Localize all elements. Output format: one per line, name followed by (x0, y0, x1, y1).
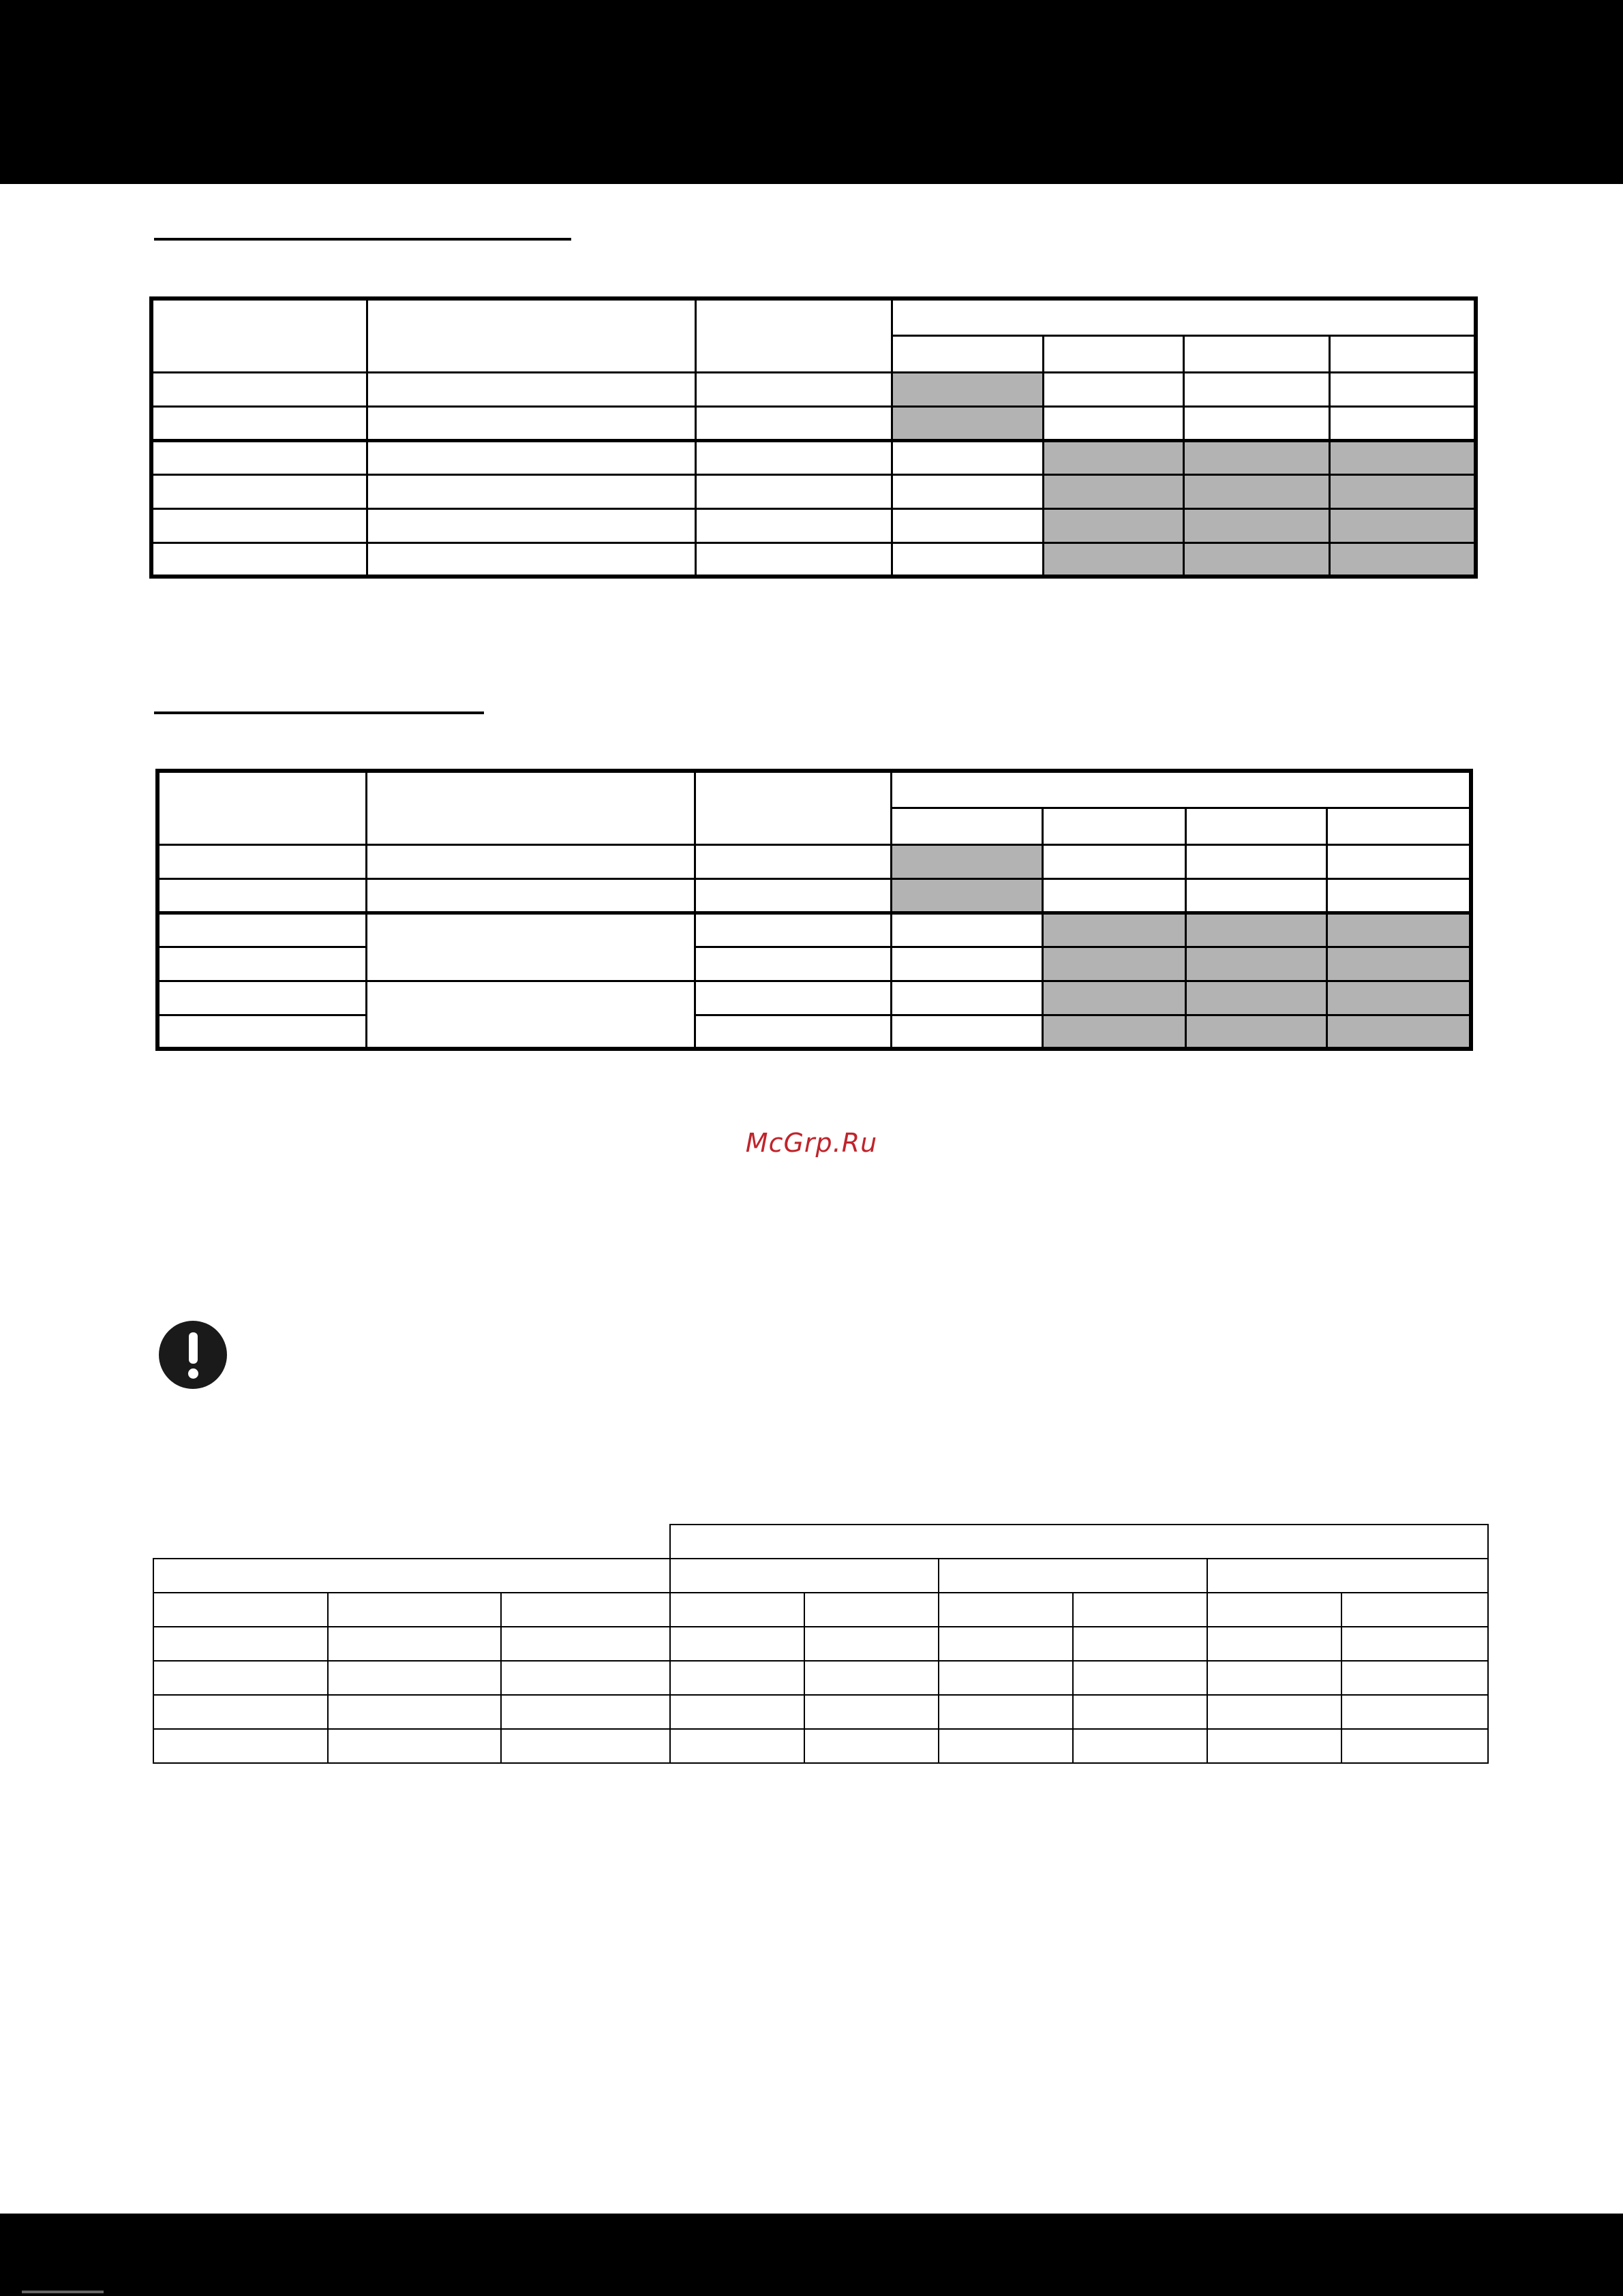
table-1-subheader-cell (1043, 335, 1183, 372)
table-cell (157, 844, 366, 878)
table-cell (157, 913, 366, 947)
table-cell (151, 440, 367, 474)
table-cell (892, 474, 1043, 508)
table-cell (157, 947, 366, 981)
table-3-top-header-row (153, 1525, 1488, 1559)
table-3-subheader-cell (939, 1559, 1207, 1593)
table-3-subheader-cell (153, 1559, 670, 1593)
table-row (151, 508, 1476, 542)
table-1-subheader-cell (892, 335, 1043, 372)
table-2-subheader-cell (1326, 808, 1471, 844)
table-3 (153, 1524, 1489, 1764)
table-1-header-row (151, 299, 1476, 335)
table-cell (151, 406, 367, 440)
table-2-subheader-cell (1042, 808, 1185, 844)
merged-cell (366, 913, 695, 981)
table-cell (366, 878, 695, 913)
table-cell (1341, 1695, 1488, 1729)
table-cell (501, 1729, 670, 1763)
table-cell (695, 981, 891, 1015)
table-cell (1073, 1729, 1207, 1763)
exclamation-circle-icon (159, 1321, 227, 1389)
shaded-cell (1329, 542, 1476, 577)
table-cell (1073, 1627, 1207, 1661)
table-cell (501, 1593, 670, 1627)
table-cell (328, 1593, 501, 1627)
table-cell (804, 1661, 939, 1695)
table-cell (153, 1729, 328, 1763)
table-cell (151, 474, 367, 508)
table-cell (804, 1729, 939, 1763)
shaded-cell (1329, 508, 1476, 542)
table-row (151, 542, 1476, 577)
exclamation-bar (189, 1332, 198, 1364)
section-2-title-underline (154, 711, 484, 714)
table-cell (891, 981, 1042, 1015)
table-cell (695, 878, 891, 913)
table-row (157, 844, 1471, 878)
table-cell (804, 1695, 939, 1729)
table-cell (1326, 878, 1471, 913)
shaded-cell (1185, 981, 1326, 1015)
shaded-cell (1043, 508, 1183, 542)
table-cell (892, 440, 1043, 474)
shaded-cell (1185, 947, 1326, 981)
table-cell (151, 542, 367, 577)
table-cell (1326, 844, 1471, 878)
table-cell (891, 913, 1042, 947)
table-cell (1207, 1593, 1341, 1627)
table-3-subheader-cell (1207, 1559, 1488, 1593)
table-1-subheader-cell (1329, 335, 1476, 372)
table-2-header-row (157, 771, 1471, 808)
table-cell (695, 844, 891, 878)
table-cell (804, 1627, 939, 1661)
table-row (153, 1661, 1488, 1695)
table-row (151, 474, 1476, 508)
table-cell (1207, 1661, 1341, 1695)
table-row (153, 1729, 1488, 1763)
table-row (151, 406, 1476, 440)
watermark: McGrp.Ru (745, 1128, 878, 1158)
table-cell (1341, 1627, 1488, 1661)
table-2-group-header-cell (891, 771, 1471, 808)
table-cell (367, 372, 695, 406)
table-2-subheader-cell (891, 808, 1042, 844)
table-row (153, 1627, 1488, 1661)
table-cell (670, 1729, 804, 1763)
shaded-cell (1042, 947, 1185, 981)
table-cell (153, 1661, 328, 1695)
footer-mark (22, 2291, 104, 2293)
table-cell (153, 1593, 328, 1627)
section-1-title-underline (154, 238, 571, 241)
table-cell (939, 1661, 1073, 1695)
exclamation-dot (188, 1368, 198, 1379)
table-cell (153, 1695, 328, 1729)
table-row (157, 1015, 1471, 1049)
table-row (151, 372, 1476, 406)
table-cell (157, 878, 366, 913)
top-black-bar (0, 0, 1623, 184)
shaded-cell (1326, 1015, 1471, 1049)
table-row (157, 981, 1471, 1015)
table-cell (695, 542, 892, 577)
bottom-black-bar (0, 2214, 1623, 2296)
table-cell (367, 508, 695, 542)
table-1-header-cell (695, 299, 892, 372)
table-cell (1043, 406, 1183, 440)
table-cell (695, 1015, 891, 1049)
table-cell (1042, 878, 1185, 913)
shaded-cell (1326, 947, 1471, 981)
table-cell (939, 1729, 1073, 1763)
table-3-subheader-row (153, 1559, 1488, 1593)
table-3-group-header-cell (670, 1525, 1488, 1559)
table-cell (1341, 1593, 1488, 1627)
table-cell (328, 1627, 501, 1661)
shaded-cell (1183, 440, 1329, 474)
table-cell (367, 406, 695, 440)
table-cell (695, 474, 892, 508)
table-cell (939, 1695, 1073, 1729)
table-cell (1073, 1593, 1207, 1627)
table-cell (328, 1695, 501, 1729)
table-cell (153, 1627, 328, 1661)
shaded-cell (1042, 913, 1185, 947)
shaded-cell (1042, 981, 1185, 1015)
table-cell (939, 1593, 1073, 1627)
table-cell (328, 1729, 501, 1763)
table-row (157, 947, 1471, 981)
shaded-cell (891, 844, 1042, 878)
table-2 (155, 769, 1473, 1051)
table-cell (670, 1627, 804, 1661)
table-3-blank-corner (153, 1525, 670, 1559)
shaded-cell (1183, 474, 1329, 508)
table-3-subheader-cell (670, 1559, 939, 1593)
table-cell (151, 508, 367, 542)
table-cell (892, 542, 1043, 577)
shaded-cell (1043, 474, 1183, 508)
table-cell (1207, 1729, 1341, 1763)
table-cell (695, 508, 892, 542)
table-cell (151, 372, 367, 406)
table-cell (501, 1695, 670, 1729)
table-cell (670, 1661, 804, 1695)
table-cell (366, 844, 695, 878)
table-cell (1183, 372, 1329, 406)
shaded-cell (1183, 542, 1329, 577)
table-1-subheader-cell (1183, 335, 1329, 372)
table-cell (367, 440, 695, 474)
table-cell (670, 1593, 804, 1627)
table-row (157, 878, 1471, 913)
table-cell (891, 1015, 1042, 1049)
table-cell (695, 372, 892, 406)
table-cell (695, 440, 892, 474)
table-cell (328, 1661, 501, 1695)
shaded-cell (1042, 1015, 1185, 1049)
table-row (153, 1593, 1488, 1627)
table-cell (1185, 844, 1326, 878)
table-2-header-cell (695, 771, 891, 844)
table-cell (501, 1627, 670, 1661)
table-2-subheader-cell (1185, 808, 1326, 844)
table-cell (367, 542, 695, 577)
table-1-header-cell (151, 299, 367, 372)
table-cell (1185, 878, 1326, 913)
shaded-cell (1329, 474, 1476, 508)
table-cell (1073, 1661, 1207, 1695)
shaded-cell (891, 878, 1042, 913)
shaded-cell (1185, 913, 1326, 947)
shaded-cell (892, 372, 1043, 406)
shaded-cell (1043, 440, 1183, 474)
table-row (157, 913, 1471, 947)
shaded-cell (1326, 913, 1471, 947)
table-cell (1042, 844, 1185, 878)
table-cell (1207, 1627, 1341, 1661)
table-cell (1341, 1729, 1488, 1763)
table-cell (670, 1695, 804, 1729)
shaded-cell (1326, 981, 1471, 1015)
table-cell (939, 1627, 1073, 1661)
table-cell (695, 406, 892, 440)
table-cell (157, 1015, 366, 1049)
table-cell (804, 1593, 939, 1627)
table-1 (149, 296, 1478, 579)
shaded-cell (1329, 440, 1476, 474)
shaded-cell (1183, 508, 1329, 542)
table-cell (157, 981, 366, 1015)
table-cell (367, 474, 695, 508)
table-cell (501, 1661, 670, 1695)
table-row (153, 1695, 1488, 1729)
table-1-group-header-cell (892, 299, 1476, 335)
table-cell (892, 508, 1043, 542)
table-cell (1329, 372, 1476, 406)
shaded-cell (1043, 542, 1183, 577)
table-2-header-cell (366, 771, 695, 844)
table-cell (1207, 1695, 1341, 1729)
table-cell (1043, 372, 1183, 406)
shaded-cell (1185, 1015, 1326, 1049)
table-cell (1341, 1661, 1488, 1695)
table-cell (695, 913, 891, 947)
table-cell (1073, 1695, 1207, 1729)
table-cell (891, 947, 1042, 981)
table-1-header-cell (367, 299, 695, 372)
table-cell (1183, 406, 1329, 440)
table-cell (695, 947, 891, 981)
shaded-cell (892, 406, 1043, 440)
table-2-header-cell (157, 771, 366, 844)
table-row (151, 440, 1476, 474)
merged-cell (366, 981, 695, 1049)
table-cell (1329, 406, 1476, 440)
